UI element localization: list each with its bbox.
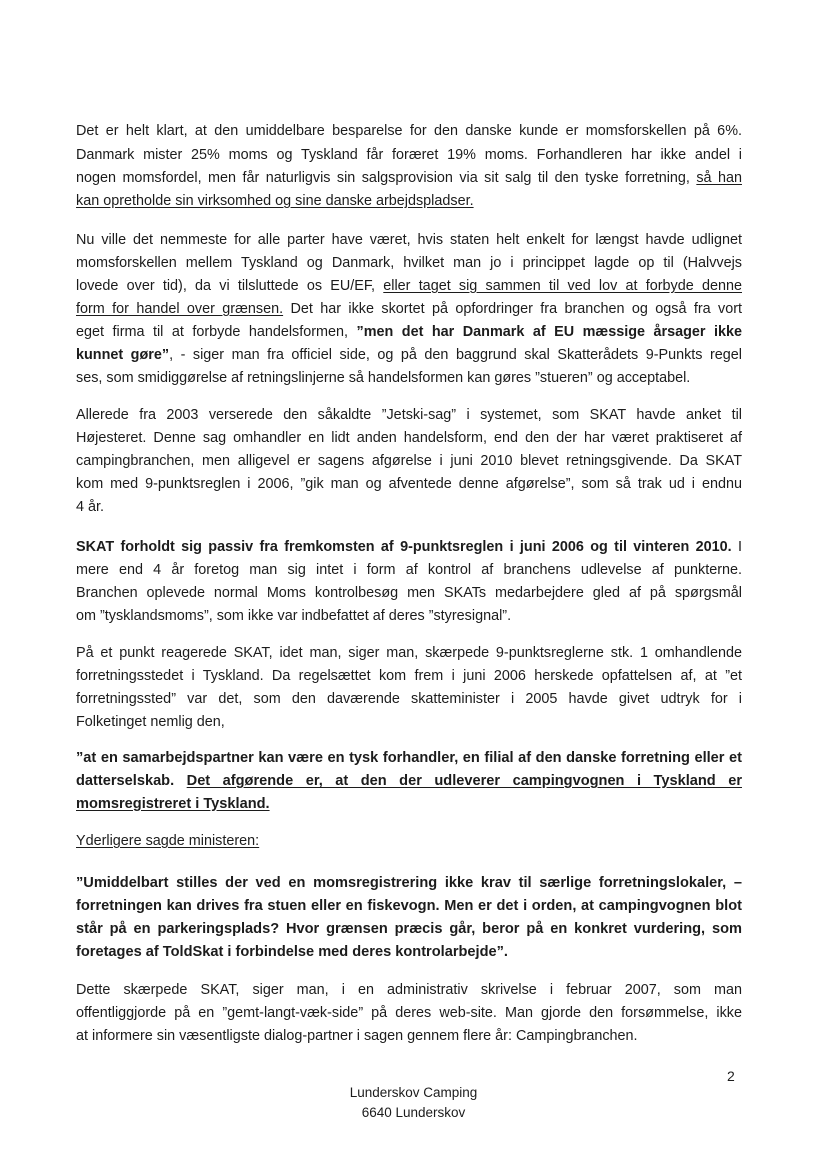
text-run: offentliggjorde på en ”gemt-langt-væk-side” på deres web-site. Man gjorde den forsømmelse, ikke [76,1005,742,1021]
text-line [76,772,742,790]
page-number: 2 [727,1068,735,1084]
text-run: ”at en samarbejdspartner kan være en tysk forhandler, en filial af den danske forretning eller et [76,750,742,766]
text-run: at informere sin væsentligste dialog-partner i sagen gennem flere år: Campingbranchen. [76,1028,638,1044]
text-line [76,920,742,938]
text-run: Folketinget nemlig den, [76,714,225,730]
text-run: Det er helt klart, at den umiddelbare besparelse for den danske kunde er momsforskellen på 6%. [76,123,742,139]
text-run: I [731,539,743,555]
bold-text: ”men det har Danmark af EU mæssige årsager ikke [356,324,742,340]
text-line [76,832,259,850]
text-line [76,644,742,662]
text-line [76,169,742,187]
text-line [76,146,742,164]
text-run: mere end 4 år foretog man sig intet i form af kontrol af branchens udlevelse af punkterne. [76,562,742,578]
underlined-text: så han [696,170,742,186]
text-line [76,1004,742,1022]
underlined-text: kan opretholde sin virksomhed og sine danske arbejdspladser. [76,193,474,209]
bold-text: SKAT forholdt sig passiv fra fremkomsten af 9-punktsreglen i juni 2006 og til vinteren 2010. [76,539,732,555]
text-line [76,713,225,731]
text-run: foretages af ToldSkat i forbindelse med deres kontrolarbejde”. [76,944,508,960]
text-run: campingbranchen, men alligevel er sagens afgørelse i juni 2010 blevet retningsgivende. Da SKAT [76,453,742,469]
text-line [76,897,742,915]
text-line [76,406,742,424]
text-run: Det har ikke skortet på opfordringer fra branchen og også fra vort [283,301,742,317]
text-run: nogen momsfordel, men får naturligvis sin salgsprovision via sit salg til den tyske forretning, [76,170,697,186]
text-run: momsforskellen mellem Tyskland og Danmark, hvilket man jo i princippet lagde op til (Halvvejs [76,255,742,271]
underlined-text: eller taget sig sammen til ved lov at forbyde denne [383,278,742,294]
text-line [76,231,742,249]
text-line [76,254,742,272]
text-line [76,369,690,387]
text-line [76,475,742,493]
text-run: Danmark mister 25% moms og Tyskland får foræret 19% moms. Forhandleren har ikke andel i [76,147,742,163]
text-line [76,538,742,556]
text-run: står på en parkeringsplads? Hvor grænsen præcis går, beror på en konkret vurdering, som [76,921,742,937]
text-line [76,429,742,447]
underlined-text: form for handel over grænsen. [76,301,284,317]
bold-text: kunnet gøre” [76,347,170,363]
underlined-text: Yderligere sagde ministeren: [76,833,260,849]
text-run: Allerede fra 2003 verserede den såkaldte ”Jetski-sag” i systemet, som SKAT havde anket til [76,407,742,423]
text-run: lovede over tid), da vi tilsluttede os EU/EF, [76,278,384,294]
text-line [76,667,742,685]
text-run: eget firma til at forbyde handelsformen, [76,324,357,340]
text-run: forretningen kan drives fra stuen eller en fiskevogn. Men er det i orden, at campingvognen blot [76,898,742,914]
text-run: ”Umiddelbart stilles der ved en momsregistrering ikke krav til særlige forretningslokaler, – [76,875,742,891]
text-run: Nu ville det nemmeste for alle parter have været, hvis staten helt enkelt for længst havde udlignet [76,232,742,248]
text-line [76,943,508,961]
text-line [76,1027,638,1045]
text-line [76,584,742,602]
underlined-text: Det afgørende er, at den der udleverer campingvognen i Tyskland er [186,773,742,789]
text-run: om ”tysklandsmoms”, som ikke var indbefattet af deres ”styresignal”. [76,608,512,624]
text-run: kom med 9-punktsreglen i 2006, ”gik man og afventede denne afgørelse”, som så trak ud i endnu [76,476,742,492]
text-run: Branchen oplevede normal Moms kontrolbesøg men SKATs medarbejdere gled af på spørgsmål [76,585,742,601]
text-run: datterselskab. [76,773,187,789]
text-run: , - siger man fra officiel side, og på den baggrund skal Skatterådets 9-Punkts regel [169,347,742,363]
text-line [76,795,270,813]
footer-line-1: Lunderskov Camping [349,1085,478,1100]
text-line [76,300,742,318]
text-line [76,277,742,295]
text-run: Dette skærpede SKAT, siger man, i en administrativ skrivelse i februar 2007, som man [76,982,742,998]
text-line [76,346,742,364]
text-line [76,323,742,341]
text-line [76,607,511,625]
text-line [76,874,742,892]
text-run: Højesteret. Denne sag omhandler en lidt anden handelsform, end den der har været praktiseret af [76,430,742,446]
text-run: 4 år. [76,499,105,515]
text-line [76,122,742,140]
text-run: forretningssted” var det, som den daværende skatteminister i 2005 havde givet udtryk for i [76,691,742,707]
text-run: På et punkt reagerede SKAT, idet man, siger man, skærpede 9-punktsreglerne stk. 1 omhandlende [76,645,742,661]
text-run: forretningsstedet i Tyskland. Da regelsættet kom frem i juni 2006 herskede opfattelsen af, at ”et [76,668,742,684]
text-line [76,452,742,470]
text-line [76,561,742,579]
text-line [76,498,104,516]
footer-line-2: 6640 Lunderskov [361,1105,466,1120]
text-line [76,981,742,999]
text-line [76,192,474,210]
text-line [76,690,742,708]
text-line [76,749,742,767]
text-run: ses, som smidiggørelse af retningslinjerne så handelsformen kan gøres ”stueren” og acceptabel. [76,370,691,386]
underlined-text: momsregistreret i Tyskland. [76,796,270,812]
